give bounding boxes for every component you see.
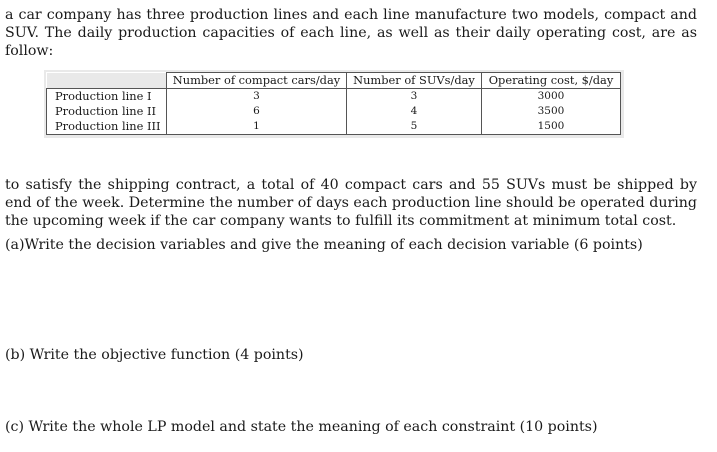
table-header-compact: Number of compact cars/day	[167, 73, 347, 89]
question-c: (c) Write the whole LP model and state the meaning of each constraint (10 points)	[5, 419, 598, 435]
table-header-row	[47, 73, 621, 89]
row-label: Production line III	[47, 119, 167, 135]
suv-cell: 5	[347, 119, 482, 135]
table-row	[47, 89, 621, 105]
production-table	[46, 72, 621, 135]
table-header-cost: Operating cost, $/day	[482, 73, 621, 89]
production-table-container	[44, 70, 624, 138]
compact-cell: 6	[167, 104, 347, 119]
intro-paragraph: a car company has three production lines and each line manufacture two models, compact and SUV. The daily production capacities of each line, as well as their daily operating cost, are as follow:	[5, 7, 697, 59]
table-row	[47, 104, 621, 119]
question-b: (b) Write the objective function (4 points)	[5, 347, 304, 363]
cost-cell: 1500	[482, 119, 621, 135]
contract-paragraph: to satisfy the shipping contract, a total of 40 compact cars and 55 SUVs must be shipped by end of the week. Determine the number of days each production line should be operated during the upcoming week if the car company wants to fulfill its commitment at minimum total cost.	[5, 177, 697, 229]
compact-cell: 1	[167, 119, 347, 135]
row-label: Production line I	[47, 89, 167, 105]
cost-cell: 3500	[482, 104, 621, 119]
row-label: Production line II	[47, 104, 167, 119]
suv-cell: 3	[347, 89, 482, 105]
table-header-suv: Number of SUVs/day	[347, 73, 482, 89]
cost-cell: 3000	[482, 89, 621, 105]
suv-cell: 4	[347, 104, 482, 119]
compact-cell: 3	[167, 89, 347, 105]
table-header-corner	[47, 73, 167, 89]
table-row	[47, 119, 621, 135]
question-a: (a)Write the decision variables and give the meaning of each decision variable (6 points)	[5, 237, 643, 253]
